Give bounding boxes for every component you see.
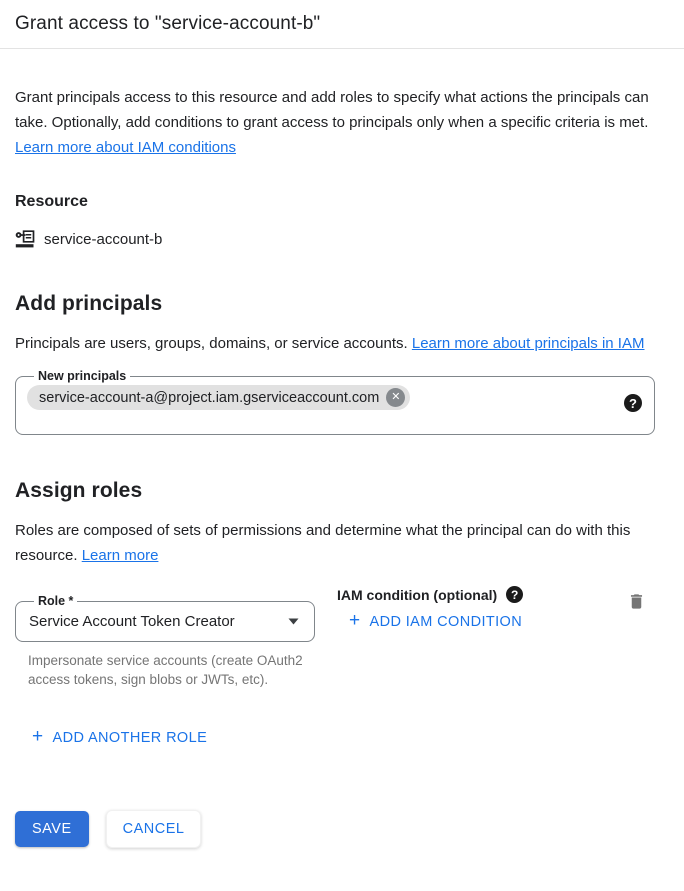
resource-heading: Resource — [15, 193, 88, 210]
iam-condition-label: IAM condition (optional) — [337, 586, 498, 603]
principals-help-icon[interactable]: ? — [624, 394, 642, 412]
service-account-icon — [15, 230, 35, 248]
iam-condition-column — [337, 581, 625, 636]
role-value-row — [27, 610, 304, 630]
save-button[interactable]: SAVE — [15, 811, 89, 847]
principals-learn-more-link[interactable]: Learn more about principals in IAM — [411, 335, 645, 352]
iam-condition-label-row — [337, 586, 625, 603]
resource-name: service-account-b — [44, 230, 163, 248]
assign-roles-description — [15, 518, 655, 568]
delete-role-button[interactable] — [625, 590, 648, 616]
dropdown-arrow-icon — [288, 618, 299, 625]
role-field-label: Role * — [38, 594, 74, 608]
iam-condition-help-icon[interactable]: ? — [506, 586, 523, 603]
plus-icon: + — [349, 610, 361, 631]
principal-chip — [27, 385, 410, 410]
intro-text: Grant principals access to this resource and add roles to specify what actions the principals can take. Optionally, add conditions to grant access to principals only when a specific criteria is met. — [15, 89, 649, 131]
dialog-title: Grant access to "service-account-b" — [15, 13, 321, 34]
roles-desc-text: Roles are composed of sets of permissions and determine what the principal can do with this resource. — [15, 522, 631, 564]
principals-desc-text: Principals are users, groups, domains, or service accounts. — [15, 335, 408, 352]
add-principals-heading: Add principals — [15, 292, 163, 315]
add-iam-condition-button[interactable] — [341, 607, 530, 636]
role-selected-value: Service Account Token Creator — [29, 613, 235, 630]
add-principals-description — [15, 331, 655, 356]
delete-icon — [627, 599, 646, 614]
role-select[interactable] — [15, 594, 315, 642]
new-principals-field[interactable] — [15, 369, 655, 435]
iam-conditions-link[interactable]: Learn more about IAM conditions — [15, 139, 236, 156]
dialog-actions — [15, 810, 655, 848]
roles-learn-more-link[interactable]: Learn more — [81, 547, 159, 564]
principal-chip-text: service-account-a@project.iam.gserviceaccount.com — [39, 389, 380, 406]
dialog-content — [0, 85, 684, 848]
header-divider — [0, 48, 684, 49]
assign-roles-heading: Assign roles — [15, 479, 143, 502]
add-another-role-button[interactable] — [24, 723, 215, 752]
role-help-text: Impersonate service accounts (create OAuth2 access tokens, sign blobs or JWTs, etc). — [28, 653, 303, 687]
dialog-header — [0, 0, 684, 48]
cancel-button[interactable]: CANCEL — [106, 810, 202, 848]
new-principals-label: New principals — [38, 369, 127, 383]
chip-remove-button[interactable] — [386, 388, 405, 407]
role-row — [15, 581, 655, 689]
resource-row — [15, 230, 655, 248]
intro-paragraph — [15, 85, 655, 160]
principals-field-inner — [27, 385, 642, 412]
close-icon: ✕ — [391, 391, 401, 403]
plus-icon: + — [32, 726, 44, 747]
add-iam-condition-label: ADD IAM CONDITION — [369, 613, 523, 630]
role-column — [15, 581, 315, 689]
add-another-role-label: ADD ANOTHER ROLE — [52, 729, 208, 746]
delete-role-column — [625, 581, 655, 616]
